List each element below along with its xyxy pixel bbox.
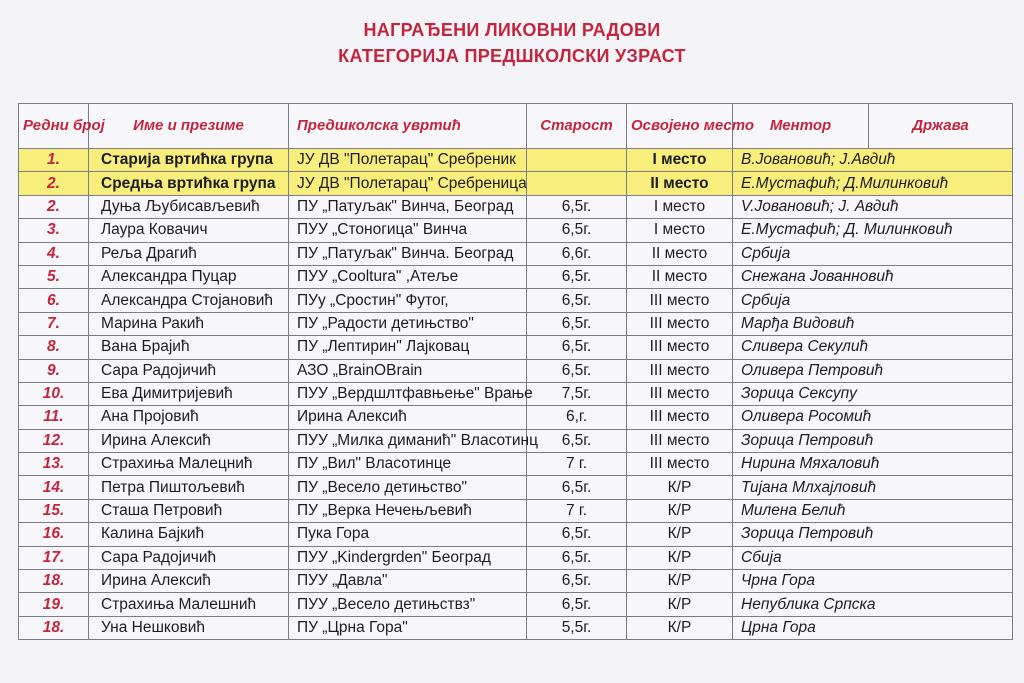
cell-age: 7 г. <box>527 499 627 522</box>
cell-number: 13. <box>19 453 89 476</box>
table-row <box>19 523 1013 546</box>
cell-place: К/Р <box>627 546 733 569</box>
cell-number: 2. <box>19 195 89 218</box>
column-header-name: Име и презиме <box>89 104 289 149</box>
cell-age: 6,5г. <box>527 546 627 569</box>
cell-age: 6,5г. <box>527 570 627 593</box>
cell-place: III место <box>627 406 733 429</box>
cell-age: 6,5г. <box>527 195 627 218</box>
table-row <box>19 195 1013 218</box>
cell-age: 6,5г. <box>527 312 627 335</box>
cell-name: Старија вртићка група <box>89 149 289 172</box>
cell-mentor: Марђа Видовић <box>733 312 1013 335</box>
cell-mentor: Србија <box>733 242 1013 265</box>
cell-kindergarten: ПУУ „Стоногица" Винча <box>289 219 527 242</box>
cell-place: I место <box>627 219 733 242</box>
column-header-place: Освојено место <box>627 104 733 149</box>
cell-name: Страхиња Малецнић <box>89 453 289 476</box>
cell-number: 4. <box>19 242 89 265</box>
cell-place: К/Р <box>627 499 733 522</box>
cell-kindergarten: ПУУ „Давла" <box>289 570 527 593</box>
cell-kindergarten: ПУ „Вил" Власотинце <box>289 453 527 476</box>
cell-kindergarten: Пука Гора <box>289 523 527 546</box>
cell-number: 11. <box>19 406 89 429</box>
cell-name: Калина Бајкић <box>89 523 289 546</box>
cell-mentor: Чрна Гора <box>733 570 1013 593</box>
cell-mentor: Зорица Сексупу <box>733 382 1013 405</box>
cell-name: Ирина Алексић <box>89 570 289 593</box>
cell-name: Сташа Петровић <box>89 499 289 522</box>
cell-mentor: Сливера Секулић <box>733 336 1013 359</box>
cell-mentor: Оливера Петровић <box>733 359 1013 382</box>
table-row <box>19 616 1013 639</box>
cell-kindergarten: ПУ „Црна Гора" <box>289 616 527 639</box>
table-row <box>19 312 1013 335</box>
cell-mentor: Е.Мустафић; Д. Милинковић <box>733 219 1013 242</box>
cell-age: 6,5г. <box>527 523 627 546</box>
table-row <box>19 219 1013 242</box>
cell-name: Реља Драгић <box>89 242 289 265</box>
cell-kindergarten: ПУУ „Kindergrden" Београд <box>289 546 527 569</box>
cell-age <box>527 149 627 172</box>
cell-mentor: Оливера Росомић <box>733 406 1013 429</box>
cell-place: К/Р <box>627 523 733 546</box>
cell-number: 15. <box>19 499 89 522</box>
cell-kindergarten: ПУ „Радости детињство" <box>289 312 527 335</box>
column-header-kindergarten: Предшколска увртић <box>289 104 527 149</box>
cell-place: I место <box>627 195 733 218</box>
cell-mentor: Зорица Петровић <box>733 523 1013 546</box>
cell-kindergarten: ПУУ „Cooltura" ,Атеље <box>289 265 527 288</box>
cell-mentor: Снежана Јованновић <box>733 265 1013 288</box>
cell-place: III место <box>627 359 733 382</box>
cell-mentor: Србија <box>733 289 1013 312</box>
cell-number: 10. <box>19 382 89 405</box>
table-row <box>19 499 1013 522</box>
cell-age: 6,5г. <box>527 593 627 616</box>
table-row <box>19 265 1013 288</box>
cell-place: К/Р <box>627 593 733 616</box>
cell-number: 1. <box>19 149 89 172</box>
cell-name: Страхиња Малешнић <box>89 593 289 616</box>
cell-place: II место <box>627 172 733 195</box>
cell-age: 6,5г. <box>527 289 627 312</box>
cell-age: 6,5г. <box>527 476 627 499</box>
cell-mentor: V.Јовановић; Ј. Авдић <box>733 195 1013 218</box>
table-row <box>19 289 1013 312</box>
document-title: НАГРАЂЕНИ ЛИКОВНИ РАДОВИ <box>363 20 661 40</box>
cell-number: 8. <box>19 336 89 359</box>
cell-name: Александра Пуцар <box>89 265 289 288</box>
cell-name: Средња вртићка група <box>89 172 289 195</box>
cell-mentor: В.Јовановић; Ј.Авдић <box>733 149 1013 172</box>
cell-name: Александра Стојановић <box>89 289 289 312</box>
cell-place: III место <box>627 453 733 476</box>
cell-kindergarten: ПУУ „Милка диманић" Власотинц <box>289 429 527 452</box>
cell-mentor: Нирина Мяхаловић <box>733 453 1013 476</box>
cell-age: 7,5г. <box>527 382 627 405</box>
cell-number: 16. <box>19 523 89 546</box>
cell-age: 6,5г. <box>527 359 627 382</box>
cell-kindergarten: Ирина Алексић <box>289 406 527 429</box>
cell-name: Дуња Љубисављевић <box>89 195 289 218</box>
cell-age: 6,5г. <box>527 265 627 288</box>
document-subtitle: КАТЕГОРИЈА ПРЕДШКОЛСКИ УЗРАСТ <box>338 46 686 66</box>
cell-kindergarten: ЈУ ДВ "Полетарац" Сребреница <box>289 172 527 195</box>
table-row <box>19 172 1013 195</box>
cell-place: III место <box>627 382 733 405</box>
cell-number: 18. <box>19 616 89 639</box>
cell-name: Уна Нешковић <box>89 616 289 639</box>
cell-kindergarten: ЈУ ДВ "Полетарац" Сребреник <box>289 149 527 172</box>
cell-number: 7. <box>19 312 89 335</box>
cell-age <box>527 172 627 195</box>
cell-age: 6,5г. <box>527 336 627 359</box>
cell-number: 14. <box>19 476 89 499</box>
cell-place: I место <box>627 149 733 172</box>
cell-name: Ева Димитријевић <box>89 382 289 405</box>
cell-mentor: Сбија <box>733 546 1013 569</box>
cell-name: Вана Брајић <box>89 336 289 359</box>
cell-mentor: Непублика Српска <box>733 593 1013 616</box>
table-row <box>19 476 1013 499</box>
table-row <box>19 149 1013 172</box>
column-header-mentor: Ментор <box>733 104 869 149</box>
cell-number: 17. <box>19 546 89 569</box>
column-header-country: Држава <box>869 104 1013 149</box>
table-row <box>19 546 1013 569</box>
table-row <box>19 406 1013 429</box>
table-header-row <box>19 104 1013 149</box>
cell-kindergarten: ПУ „Лептирин" Лајковац <box>289 336 527 359</box>
cell-place: III место <box>627 312 733 335</box>
cell-number: 12. <box>19 429 89 452</box>
cell-place: III место <box>627 336 733 359</box>
cell-kindergarten: ПУ „Верка Нечењљевић <box>289 499 527 522</box>
cell-number: 6. <box>19 289 89 312</box>
cell-number: 9. <box>19 359 89 382</box>
table-row <box>19 429 1013 452</box>
cell-place: III место <box>627 289 733 312</box>
cell-age: 6,6г. <box>527 242 627 265</box>
table-row <box>19 382 1013 405</box>
cell-place: III место <box>627 429 733 452</box>
table-row <box>19 453 1013 476</box>
cell-name: Лаура Ковачич <box>89 219 289 242</box>
cell-mentor: Зорица Петровић <box>733 429 1013 452</box>
cell-kindergarten: ПУ „Патуљак" Винча. Београд <box>289 242 527 265</box>
cell-place: К/Р <box>627 570 733 593</box>
cell-mentor: Црна Гора <box>733 616 1013 639</box>
cell-age: 7 г. <box>527 453 627 476</box>
cell-mentor: Е.Мустафић; Д.Милинковић <box>733 172 1013 195</box>
awards-table <box>18 103 1013 640</box>
table-row <box>19 570 1013 593</box>
cell-place: II место <box>627 242 733 265</box>
cell-age: 6,5г. <box>527 429 627 452</box>
cell-number: 3. <box>19 219 89 242</box>
table-row <box>19 242 1013 265</box>
cell-name: Сара Радојичић <box>89 359 289 382</box>
cell-place: II место <box>627 265 733 288</box>
cell-number: 5. <box>19 265 89 288</box>
cell-age: 6,5г. <box>527 219 627 242</box>
cell-mentor: Тијана Млхајловић <box>733 476 1013 499</box>
cell-number: 18. <box>19 570 89 593</box>
column-header-age: Старост <box>527 104 627 149</box>
cell-name: Ирина Алексић <box>89 429 289 452</box>
cell-place: К/Р <box>627 476 733 499</box>
cell-number: 2. <box>19 172 89 195</box>
cell-kindergarten: ПУ „Патуљак" Винча, Београд <box>289 195 527 218</box>
cell-place: К/Р <box>627 616 733 639</box>
cell-name: Сара Радојичић <box>89 546 289 569</box>
cell-kindergarten: ПУУ „Весело детињствз" <box>289 593 527 616</box>
cell-number: 19. <box>19 593 89 616</box>
cell-kindergarten: ПУ „Весело детињство" <box>289 476 527 499</box>
cell-name: Ана Пројовић <box>89 406 289 429</box>
table-row <box>19 593 1013 616</box>
table-row <box>19 336 1013 359</box>
cell-kindergarten: ПУу „Сростин" Футог, <box>289 289 527 312</box>
cell-name: Петра Пиштољевић <box>89 476 289 499</box>
table-row <box>19 359 1013 382</box>
cell-name: Марина Ракић <box>89 312 289 335</box>
column-header-no: Редни број <box>19 104 89 149</box>
cell-kindergarten: ПУУ „Вердшлтфавњење" Врање <box>289 382 527 405</box>
cell-age: 6,г. <box>527 406 627 429</box>
cell-kindergarten: АЗО „BrainOBrain <box>289 359 527 382</box>
cell-age: 5,5г. <box>527 616 627 639</box>
cell-mentor: Милена Белић <box>733 499 1013 522</box>
